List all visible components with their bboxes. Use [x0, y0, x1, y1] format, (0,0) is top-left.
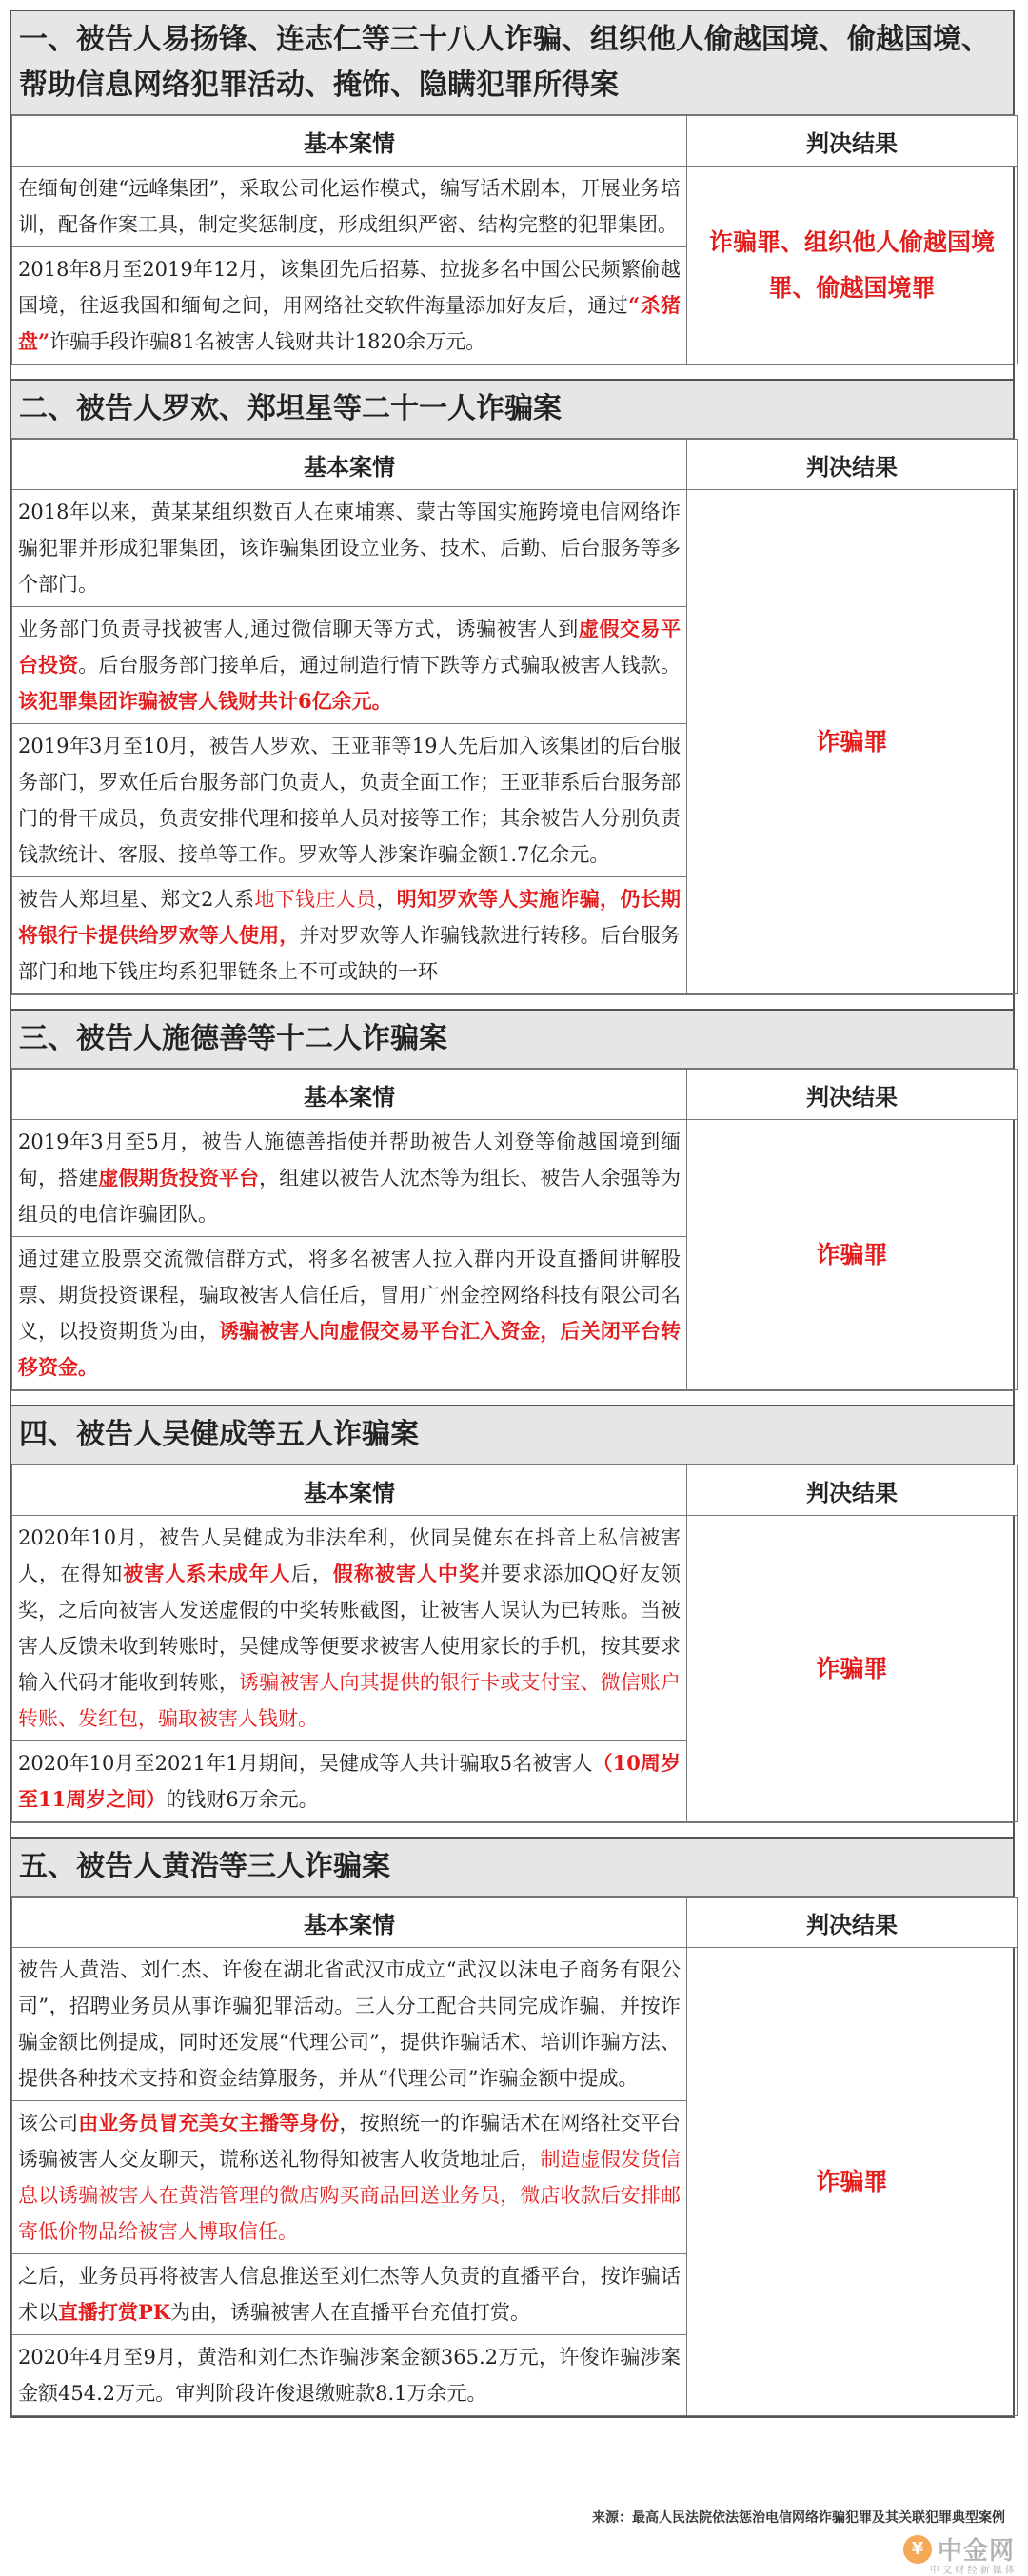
verdict-cell: 诈骗罪	[687, 1516, 1018, 1822]
section-gap	[11, 364, 1013, 379]
fact-text: ，按照统一的诈骗话术在网络社交平台诱骗被害人交友聊天，谎称送礼物得知被害人收货地址后，	[18, 2112, 681, 2171]
fact-text: 2018年以来，黄某某组织数百人在柬埔寨、蒙古等国实施跨境电信网络诈骗犯罪并形成犯罪集团，该诈骗集团设立业务、技术、后勤、后台服务等多个部门。	[18, 501, 681, 596]
fact-cell	[12, 167, 687, 247]
highlighted-text: 制造虚假发货信息以诱骗被害人在黄浩管理的微店购买商品回送业务员，微店收款后安排邮寄低价物品给被害人博取信任。	[18, 2148, 681, 2243]
fact-row	[12, 490, 1018, 607]
highlighted-text: 诱骗被害人向虚假交易平台汇入资金，后关闭平台转移资金。	[18, 1319, 681, 1379]
case-title: 二、被告人罗欢、郑坦星等二十一人诈骗案	[11, 381, 1013, 439]
highlighted-text: 被害人系未成年人	[123, 1562, 291, 1585]
fact-text: 后，	[290, 1563, 333, 1585]
fact-text: 被告人黄浩、刘仁杰、许俊在湖北省武汉市成立“武汉以沫电子商务有限公司”，招聘业务员从事诈骗犯罪活动。三人分工配合共同完成诈骗，并按诈骗金额比例提成，同时还发展“代理公司”，提供诈骗话术、培训诈骗方法、提供各种技术支持和资金结算服务，并从“代理公司”诈骗金额中提成。	[18, 1958, 681, 2090]
source-note: 来源：最高人民法院依法惩治电信网络诈骗犯罪及其关联犯罪典型案例	[592, 2510, 1005, 2526]
case-section	[11, 11, 1013, 381]
verdict-cell: 诈骗罪	[687, 1948, 1018, 2416]
fact-row	[12, 1516, 1018, 1741]
verdict-header: 判决结果	[687, 1070, 1018, 1120]
highlighted-text: 该犯罪集团诈骗被害人钱财共计6亿余元。	[18, 689, 392, 713]
fact-cell	[12, 247, 687, 364]
watermark-logo-icon: ¥	[903, 2535, 932, 2564]
fact-text: 的钱财6万余元。	[166, 1788, 319, 1811]
fact-text: 通过建立股票交流微信群方式，将多名被害人拉入群内开设直播间讲解股票、期货投资课程，骗取被害人信任后，冒用广州金控网络科技有限公司名义，以投资期货为由，	[18, 1248, 681, 1343]
highlighted-text: 由业务员冒充美女主播等身份	[78, 2111, 340, 2134]
case-title: 四、被告人吴健成等五人诈骗案	[11, 1406, 1013, 1465]
fact-text: 。后台服务部门接单后，通过制造行情下跌等方式骗取被害人钱款。	[78, 654, 681, 677]
verdict-cell: 诈骗罪、组织他人偷越国境罪、偷越国境罪	[687, 167, 1018, 364]
fact-cell	[12, 1741, 687, 1822]
verdict-header: 判决结果	[687, 1898, 1018, 1948]
fact-row	[12, 1120, 1018, 1237]
fact-cell	[12, 2254, 687, 2335]
fact-cell	[12, 1120, 687, 1237]
highlighted-text: “杀猪盘”	[18, 293, 681, 353]
fact-row	[12, 167, 1018, 247]
highlighted-text: 明知罗欢等人实施诈骗，仍长期将银行卡提供给罗欢等人使用，	[18, 887, 682, 947]
highlighted-text: 假称被害人中奖	[332, 1562, 481, 1585]
case-table	[11, 1465, 1018, 1822]
fact-text: 2020年4月至9月，黄浩和刘仁杰诈骗涉案金额365.2万元，许俊诈骗涉案金额454.2万元。审判阶段许俊退缴赃款8.1万余元。	[18, 2346, 681, 2405]
fact-cell	[12, 877, 687, 994]
fact-text: 该公司	[18, 2112, 79, 2134]
fact-text: ，组建以被告人沈杰等为组长、被告人余强等为组员的电信诈骗团队。	[18, 1167, 681, 1226]
fact-cell	[12, 724, 687, 877]
case-section	[11, 1839, 1013, 2416]
case-title: 五、被告人黄浩等三人诈骗案	[11, 1839, 1013, 1897]
case-table	[11, 115, 1018, 364]
fact-text: 2020年10月，被告人吴健成为非法牟利，伙同吴健东在抖音上私信被害人，在得知	[18, 1526, 681, 1585]
cases-document	[10, 10, 1015, 2418]
fact-cell	[12, 1237, 687, 1390]
highlighted-text: （10周岁至11周岁之间）	[18, 1751, 681, 1811]
fact-cell	[12, 2335, 687, 2416]
case-title: 一、被告人易扬锋、连志仁等三十八人诈骗、组织他人偷越国境、偷越国境、帮助信息网络犯罪活动、掩饰、隐瞒犯罪所得案	[11, 11, 1013, 115]
facts-header: 基本案情	[12, 1070, 687, 1120]
section-gap	[11, 994, 1013, 1009]
verdict-header: 判决结果	[687, 116, 1018, 167]
fact-text: 并对罗欢等人诈骗钱款进行转移。后台服务部门和地下钱庄均系犯罪链条上不可或缺的一环	[18, 924, 681, 983]
verdict-cell: 诈骗罪	[687, 1120, 1018, 1390]
case-section	[11, 1011, 1013, 1406]
fact-text: 2019年3月至10月，被告人罗欢、王亚菲等19人先后加入该集团的后台服务部门，罗欢任后台服务部门负责人，负责全面工作；王亚菲系后台服务部门的骨干成员，负责安排代理和接单人员对接等工作；其余被告人分别负责钱款统计、客服、接单等工作。罗欢等人涉案诈骗金额1.7亿余元。	[18, 735, 681, 866]
section-gap	[11, 1390, 1013, 1405]
case-section	[11, 1406, 1013, 1839]
verdict-header: 判决结果	[687, 440, 1018, 490]
fact-row	[12, 1948, 1018, 2101]
case-table	[11, 1897, 1018, 2416]
fact-text: 之后，业务员再将被害人信息推送至刘仁杰等人负责的直播平台，按诈骗话术以	[18, 2265, 681, 2324]
fact-text: 在缅甸创建“远峰集团”，采取公司化运作模式，编写话术剧本，开展业务培训，配备作案工具，制定奖惩制度，形成组织严密、结构完整的犯罪集团。	[18, 177, 681, 236]
facts-header: 基本案情	[12, 440, 687, 490]
highlighted-text: 直播打赏PK	[58, 2300, 171, 2324]
highlighted-text: 诱骗被害人向其提供的银行卡或支付宝、微信账户转账、发红包，骗取被害人钱财。	[18, 1671, 681, 1730]
facts-header: 基本案情	[12, 1465, 687, 1516]
fact-cell	[12, 607, 687, 724]
fact-text: 业务部门负责寻找被害人,通过微信聊天等方式，诱骗被害人到	[18, 618, 579, 640]
case-table	[11, 1069, 1018, 1390]
fact-cell	[12, 2101, 687, 2254]
facts-header: 基本案情	[12, 116, 687, 167]
fact-text: 被告人郑坦星、郑文2人系	[18, 888, 255, 911]
highlighted-text: 地下钱庄人员	[254, 888, 377, 911]
fact-text: 为由，诱骗被害人在直播平台充值打赏。	[170, 2301, 531, 2324]
fact-text: 诈骗手段诈骗81名被害人钱财共计1820余万元。	[49, 330, 486, 353]
fact-text: 2019年3月至5月，被告人施德善指使并帮助被告人刘登等偷越国境到缅甸，搭建	[18, 1131, 681, 1190]
case-section	[11, 381, 1013, 1011]
fact-cell	[12, 1948, 687, 2101]
fact-text: ，	[376, 888, 397, 911]
verdict-header: 判决结果	[687, 1465, 1018, 1516]
fact-text: 并要求添加QQ好友领奖，之后向被害人发送虚假的中奖转账截图，让被害人误认为已转账。当被害人反馈未收到转账时，吴健成等便要求被害人使用家长的手机，按其要求输入代码才能收到转账，	[18, 1563, 682, 1694]
highlighted-text: 虚假期货投资平台	[98, 1166, 260, 1190]
facts-header: 基本案情	[12, 1898, 687, 1948]
case-table	[11, 439, 1018, 994]
verdict-cell: 诈骗罪	[687, 490, 1018, 994]
section-gap	[11, 1822, 1013, 1837]
case-title: 三、被告人施德善等十二人诈骗案	[11, 1011, 1013, 1069]
fact-text: 2018年8月至2019年12月，该集团先后招募、拉拢多名中国公民频繁偷越国境，往返我国和缅甸之间，用网络社交软件海量添加好友后，通过	[18, 258, 681, 317]
watermark-text: 中金网	[937, 2537, 1015, 2566]
fact-cell	[12, 490, 687, 607]
fact-cell	[12, 1516, 687, 1741]
fact-text: 2020年10月至2021年1月期间，吴健成等人共计骗取5名被害人	[18, 1752, 593, 1775]
highlighted-text: 虚假交易平台投资	[18, 617, 681, 677]
watermark-subtext: 中 文 财 经 新 媒 体	[929, 2566, 1015, 2576]
